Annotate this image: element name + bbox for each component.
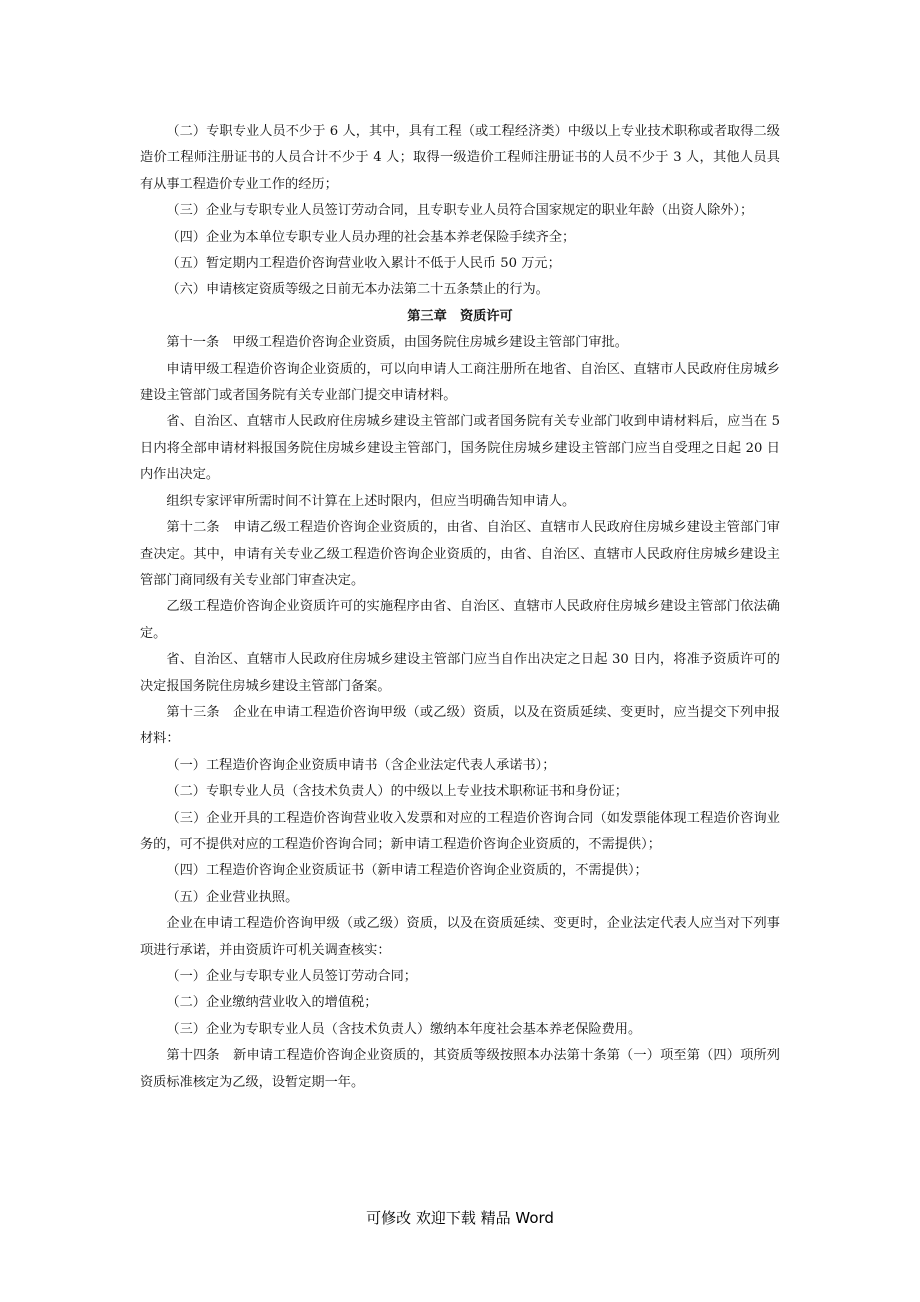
paragraph: 企业在申请工程造价咨询甲级（或乙级）资质，以及在资质延续、变更时，企业法定代表人应当对下列事项进行承诺，并由资质许可机关调查核实： <box>140 916 780 958</box>
paragraph: （六）申请核定资质等级之日前无本办法第二十五条禁止的行为。 <box>166 282 549 298</box>
paragraph: （五）企业营业执照。 <box>166 889 299 905</box>
paragraph: （五）暂定期内工程造价咨询营业收入累计不低于人民币 50 万元； <box>166 256 561 272</box>
paragraph: 第十四条 新申请工程造价咨询企业资质的，其资质等级按照本办法第十条第（一）项至第（四）项所列资质标准核定为乙级，设暂定期一年。 <box>140 1048 780 1090</box>
paragraph: （二）专职专业人员（含技术负责人）的中级以上专业技术职称证书和身份证； <box>166 784 628 800</box>
paragraph: 省、自治区、直辖市人民政府住房城乡建设主管部门或者国务院有关专业部门收到申请材料后，应当在 5 日内将全部申请材料报国务院住房城乡建设主管部门，国务院住房城乡建设主管部门应当自受理之日起 20 日内作出决定。 <box>140 414 780 483</box>
chapter-heading: 第三章 资质许可 <box>407 308 513 324</box>
paragraph: （一）企业与专职专业人员签订劳动合同； <box>166 969 417 984</box>
paragraph: 第十三条 企业在申请工程造价咨询甲级（或乙级）资质，以及在资质延续、变更时，应当提交下列申报材料： <box>140 704 780 747</box>
paragraph: （二）专职专业人员不少于 6 人，其中，具有工程（或工程经济类）中级以上专业技术职称或者取得二级造价工程师注册证书的人员合计不少于 4 人；取得一级造价工程师注册证书的人员不少于 3 人，其他人员具有从事工程造价专业工作的经历； <box>140 124 780 192</box>
document-body <box>140 119 780 1096</box>
paragraph: 组织专家评审所需时间不计算在上述时限内，但应当明确告知申请人。 <box>166 493 576 509</box>
paragraph: （三）企业为专职专业人员（含技术负责人）缴纳本年度社会基本养老保险费用。 <box>166 1021 642 1037</box>
paragraph: （三）企业开具的工程造价咨询营业收入发票和对应的工程造价咨询合同（如发票能体现工程造价咨询业务的，可不提供对应的工程造价咨询合同；新申请工程造价咨询企业资质的，不需提供）； <box>140 810 780 852</box>
paragraph: 第十一条 甲级工程造价咨询企业资质，由国务院住房城乡建设主管部门审批。 <box>166 335 628 351</box>
paragraph: （四）企业为本单位专职专业人员办理的社会基本养老保险手续齐全； <box>166 229 576 245</box>
paragraph: 省、自治区、直辖市人民政府住房城乡建设主管部门应当自作出决定之日起 30 日内，将准予资质许可的决定报国务院住房城乡建设主管部门备案。 <box>140 652 780 694</box>
paragraph: 申请甲级工程造价咨询企业资质的，可以向申请人工商注册所在地省、自治区、直辖市人民政府住房城乡建设主管部门或者国务院有关专业部门提交申请材料。 <box>140 361 780 404</box>
paragraph: （二）企业缴纳营业收入的增值税； <box>166 995 378 1011</box>
paragraph: （三）企业与专职专业人员签订劳动合同，且专职专业人员符合国家规定的职业年龄（出资人除外）； <box>166 203 754 219</box>
paragraph: 第十二条 申请乙级工程造价咨询企业资质的，由省、自治区、直辖市人民政府住房城乡建设主管部门审查决定。其中，申请有关专业乙级工程造价咨询企业资质的，由省、自治区、直辖市人民政府住房城乡建设主管部门商同级有关专业部门审查决定。 <box>140 520 780 588</box>
paragraph: 乙级工程造价咨询企业资质许可的实施程序由省、自治区、直辖市人民政府住房城乡建设主管部门依法确定。 <box>140 599 780 641</box>
page-footer: 可修改 欢迎下载 精品 Word <box>366 1209 554 1227</box>
paragraph: （四）工程造价咨询企业资质证书（新申请工程造价咨询企业资质的，不需提供）； <box>166 863 648 879</box>
paragraph: （一）工程造价咨询企业资质申请书（含企业法定代表人承诺书）； <box>166 757 556 773</box>
